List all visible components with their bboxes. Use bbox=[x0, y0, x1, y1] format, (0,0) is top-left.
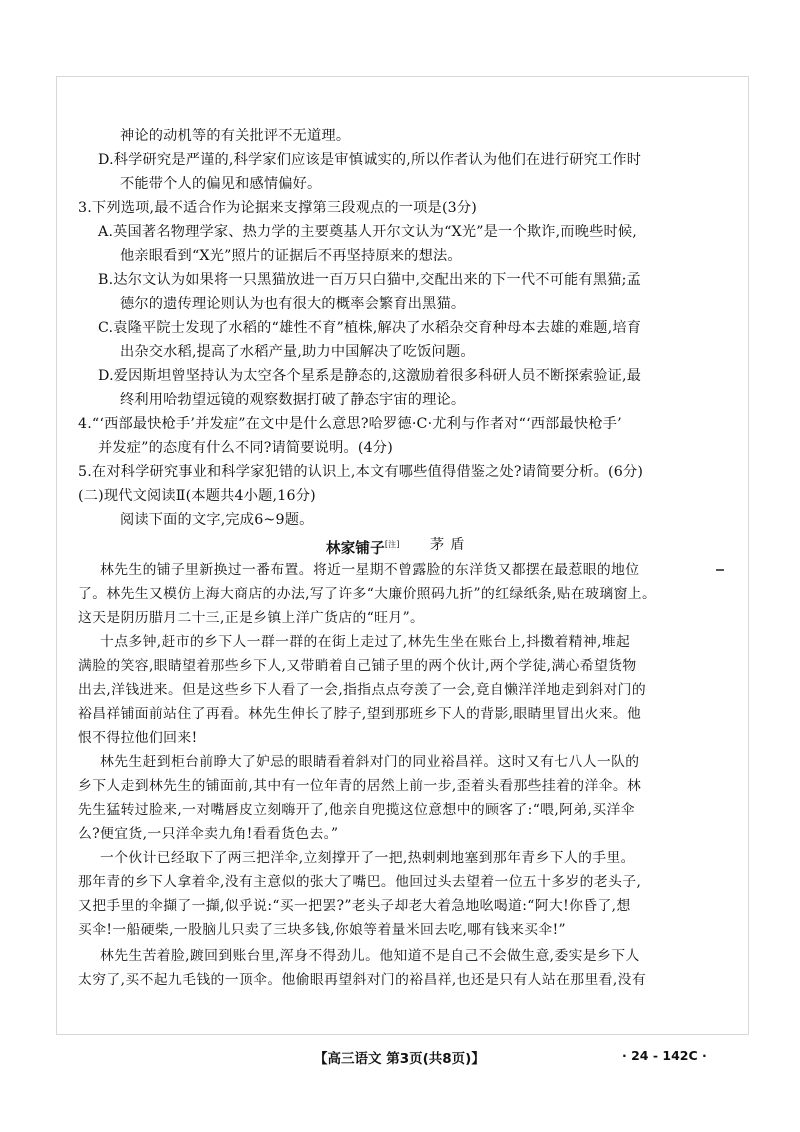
q5-line1: 5.在对科学研究事业和科学家犯错的认识上,本文有哪些值得借鉴之处?请简要分析。(6分) bbox=[78, 464, 644, 480]
section-heading: (二)现代文阅读Ⅱ(本题共4小题,16分) bbox=[78, 488, 316, 504]
story-title bbox=[326, 535, 400, 559]
story-p1-line: 林先生的铺子里新换过一番布置。将近一星期不曾露脸的东洋货又都摆在最惹眼的地位 bbox=[100, 562, 640, 578]
story-p3-line: 么?便宜货,一只洋伞卖九角!看看货色去。” bbox=[78, 826, 339, 842]
story-p4-line: 买伞!一船硬柴,一股脑儿只卖了三块多钱,你娘等着量米回去吃,哪有钱来买伞!” bbox=[78, 922, 566, 938]
q3-option-d-line2: 终利用哈勃望远镜的观察数据打破了静态宇宙的理论。 bbox=[120, 392, 466, 408]
q3-option-c-line2: 出杂交水稻,提高了水稻产量,助力中国解决了吃饭问题。 bbox=[120, 344, 475, 360]
story-p4-line: 那年青的乡下人拿着伞,没有主意似的张大了嘴巴。他回过头去望着一位五十多岁的老头子, bbox=[78, 874, 642, 890]
story-p3-line: 乡下人走到林先生的铺面前,其中有一位年青的居然上前一步,歪着头看那些挂着的洋伞。林 bbox=[78, 778, 642, 794]
story-p2-line: 恨不得拉他们回来! bbox=[78, 730, 198, 746]
story-p3-line: 先生猛转过脸来,一对嘴唇皮立刻嗨开了,他亲自兜揽这位意想中的顾客了:“喂,阿弟,买洋伞 bbox=[78, 802, 635, 818]
footer-exam-code: · 24 - 142C · bbox=[622, 1048, 707, 1063]
q2-option-d-line2: 不能带个人的偏见和感情偏好。 bbox=[120, 176, 322, 192]
story-p4-line: 又把手里的伞擷了一擷,似乎说:“买一把罢?”老头子却老大着急地吆喝道:“阿大!你昏了,想 bbox=[78, 898, 631, 914]
q3-option-d-line1: D.爱因斯坦曾坚持认为太空各个星系是静态的,这激励着很多科研人员不断探索验证,最 bbox=[98, 368, 642, 384]
story-author: 茅盾 bbox=[430, 537, 471, 553]
story-p2-line: 裕昌祥铺面前站住了再看。林先生伸长了脖子,望到那班乡下人的背影,眼睛里冒出火来。他 bbox=[78, 706, 642, 722]
story-p4-line: 一个伙计已经取下了两三把洋伞,立刻撑开了一把,热剌剌地塞到那年青乡下人的手里。 bbox=[100, 850, 635, 866]
q3-option-a-line2: 他亲眼看到“X光”照片的证据后不再坚持原来的想法。 bbox=[120, 248, 462, 264]
q2-option-c-continuation: 神论的动机等的有关批评不无道理。 bbox=[120, 128, 351, 144]
story-p5-line: 林先生苦着脸,踱回到账台里,浑身不得劲儿。他知道不是自己不会做生意,委实是乡下人 bbox=[100, 948, 640, 964]
story-note-mark: [注] bbox=[384, 540, 400, 549]
q4-line2: 并发症”的态度有什么不同?请简要说明。(4分) bbox=[98, 440, 393, 456]
story-p2-line: 十点多钟,赶市的乡下人一群一群的在街上走过了,林先生坐在账台上,抖擞着精神,堆起 bbox=[100, 634, 631, 650]
page-footer bbox=[0, 1047, 800, 1069]
story-title-text: 林家铺子 bbox=[326, 539, 385, 557]
scan-mark bbox=[716, 569, 724, 571]
reading-instruction: 阅读下面的文字,完成6~9题。 bbox=[120, 512, 314, 528]
story-p3-line: 林先生赶到柜台前睁大了妒忌的眼睛看着斜对门的同业裕昌祥。这时又有七八人一队的 bbox=[100, 754, 640, 770]
story-p1-line: 了。林先生又模仿上海大商店的办法,写了许多“大廉价照码九折”的红绿纸条,贴在玻璃窗上。 bbox=[78, 586, 657, 602]
q3-option-c-line1: C.袁隆平院士发现了水稻的“雄性不育”植株,解决了水稻杂交育种母本去雄的难题,培育 bbox=[98, 320, 642, 336]
story-p2-line: 出去,洋钱进来。但是这些乡下人看了一会,指指点点夸羡了一会,竟自懒洋洋地走到斜对门的 bbox=[78, 682, 647, 698]
footer-subject-page: 【高三语文 第3页(共8页)】 bbox=[314, 1051, 485, 1067]
story-p2-line: 满脸的笑容,眼睛望着那些乡下人,又带睄着自己铺子里的两个伙计,两个学徒,满心希望货物 bbox=[78, 658, 637, 674]
q2-option-d-line1: D.科学研究是严谨的,科学家们应该是审慎诚实的,所以作者认为他们在进行研究工作时 bbox=[98, 152, 642, 168]
q3-stem: 3.下列选项,最不适合作为论据来支撑第三段观点的一项是(3分) bbox=[78, 200, 478, 216]
q4-line1: 4.“‘西部最快枪手’并发症”在文中是什么意思?哈罗德·C·尤利与作者对“‘西部最快枪手’ bbox=[78, 416, 622, 432]
story-p5-line: 太穷了,买不起九毛钱的一顶伞。他偷眼再望斜对门的裕昌祥,也还是只有人站在那里看,没有 bbox=[78, 972, 647, 988]
q3-option-a-line1: A.英国著名物理学家、热力学的主要奠基人开尔文认为“X光”是一个欺诈,而晚些时候, bbox=[98, 224, 637, 240]
q3-option-b-line1: B.达尔文认为如果将一只黑猫放进一百万只白猫中,交配出来的下一代不可能有黑猫;孟 bbox=[98, 272, 641, 288]
q3-option-b-line2: 德尔的遗传理论则认为也有很大的概率会繁育出黑猫。 bbox=[120, 296, 466, 312]
story-p1-line: 这天是阴历腊月二十三,正是乡镇上洋广货店的“旺月”。 bbox=[78, 610, 425, 626]
